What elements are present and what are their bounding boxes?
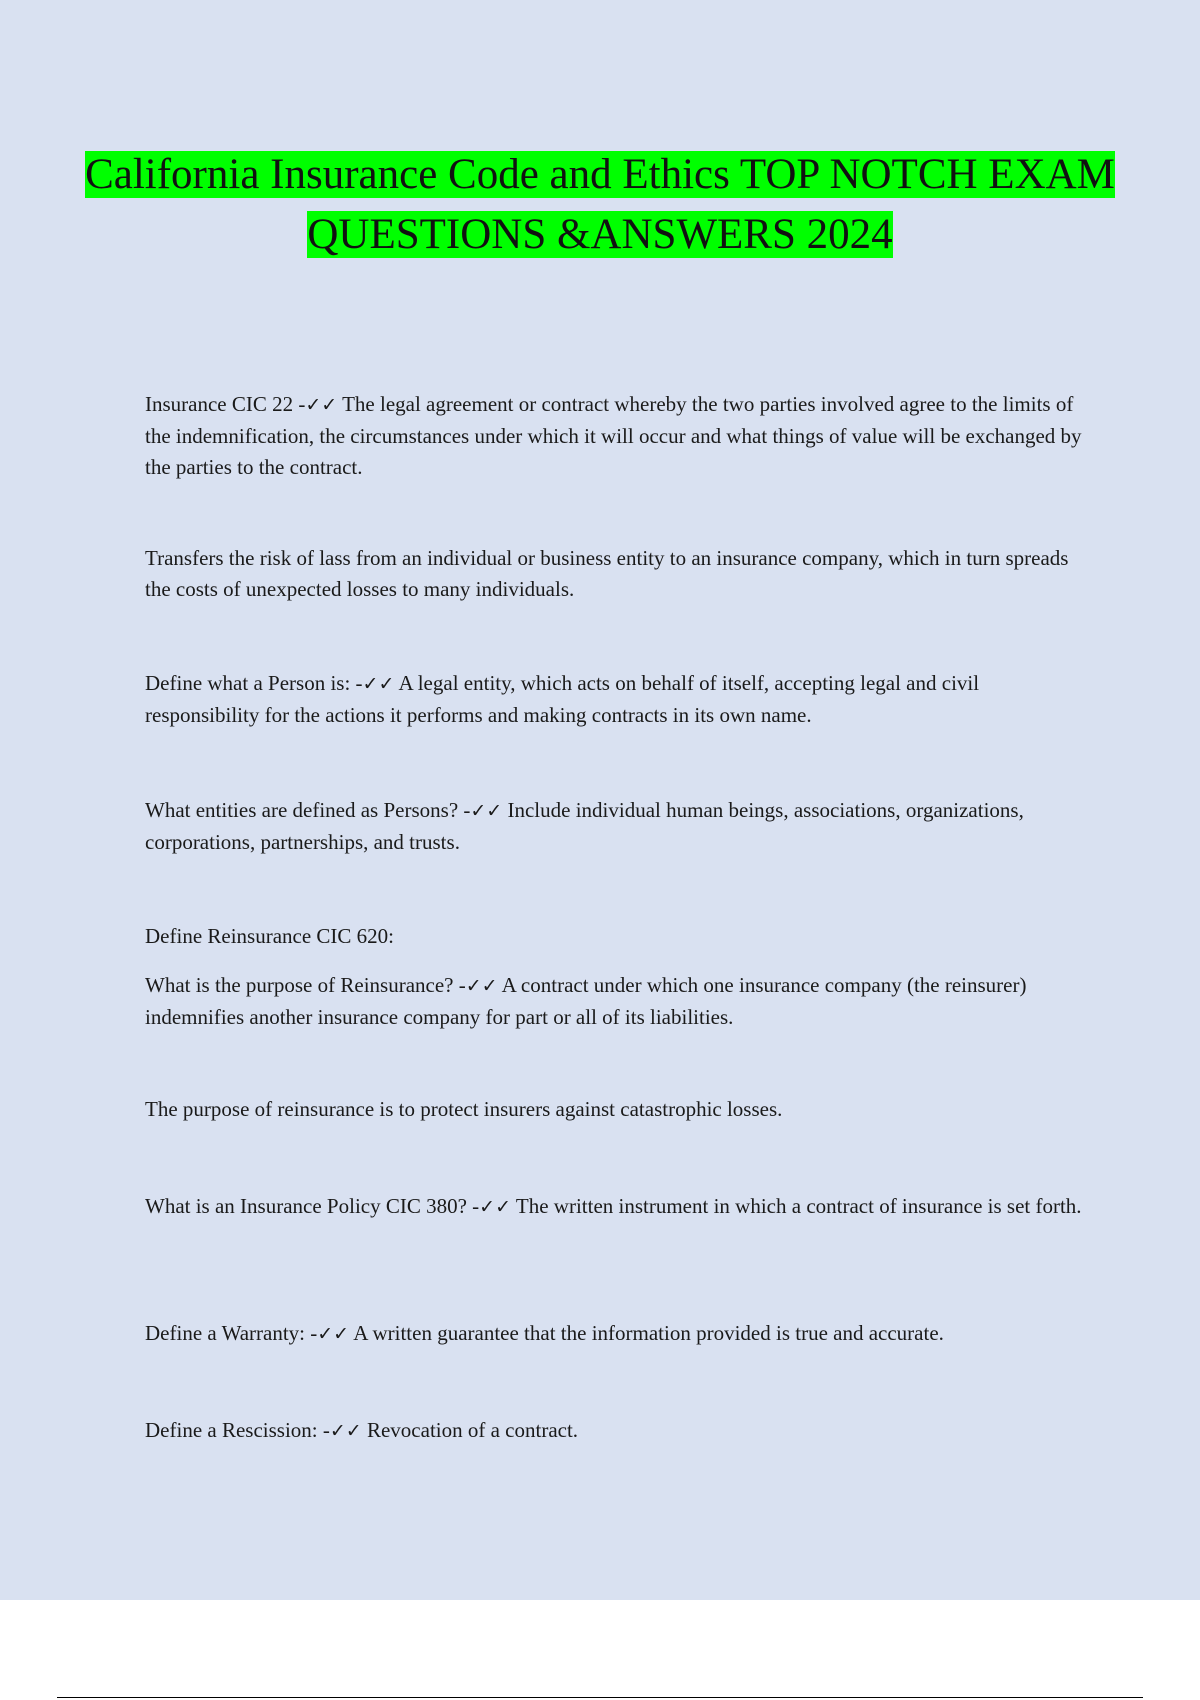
check-icon: ✓✓ <box>305 394 338 416</box>
check-icon: ✓✓ <box>362 673 395 695</box>
question-text: What is an Insurance Policy CIC 380? - <box>145 1194 480 1218</box>
check-icon: ✓✓ <box>329 1420 362 1442</box>
paragraph-reinsurance-heading <box>145 921 1095 952</box>
paragraph-transfers-risk <box>145 543 1095 605</box>
answer-text: Revocation of a contract. <box>361 1418 579 1442</box>
question-text: What is the purpose of Reinsurance? - <box>145 973 466 997</box>
question-text: What entities are defined as Persons? - <box>145 798 471 822</box>
qa-item-persons-entities <box>145 795 1095 858</box>
answer-text: A written guarantee that the information provided is true and accurate. <box>349 1321 944 1345</box>
qa-item-insurance <box>145 389 1095 483</box>
check-icon: ✓✓ <box>479 1196 512 1218</box>
question-text: Define a Warranty: - <box>145 1321 318 1345</box>
answer-text: A legal entity, which acts on behalf of itself, accepting legal and civil responsibility for the actions it performs and making contracts in its own name. <box>145 671 980 727</box>
question-text: Define a Rescission: - <box>145 1418 330 1442</box>
answer-text: The legal agreement or contract whereby the two parties involved agree to the limits of the indemnification, the circumstances under which it will occur and what things of value will be exchanged by the parties to the contract. <box>145 392 1082 479</box>
answer-text: A contract under which one insurance company (the reinsurer) indemnifies another insurance company for part or all of its liabilities. <box>145 973 1027 1029</box>
check-icon: ✓✓ <box>470 800 503 822</box>
paragraph-text: The purpose of reinsurance is to protect insurers against catastrophic losses. <box>145 1097 783 1121</box>
qa-item-rescission <box>145 1415 1095 1447</box>
check-icon: ✓✓ <box>317 1323 350 1345</box>
qa-item-insurance-policy <box>145 1191 1095 1223</box>
title-block <box>0 145 1200 265</box>
qa-item-person <box>145 668 1095 731</box>
answer-text: The written instrument in which a contract of insurance is set forth. <box>511 1194 1082 1218</box>
paragraph-text: Define Reinsurance CIC 620: <box>145 924 395 948</box>
answer-text: Include individual human beings, associations, organizations, corporations, partnerships, and trusts. <box>145 798 1024 854</box>
question-text: Insurance CIC 22 - <box>145 392 306 416</box>
paragraph-reinsurance-purpose <box>145 1094 1095 1125</box>
qa-item-warranty <box>145 1318 1095 1350</box>
paragraph-text: Transfers the risk of lass from an individual or business entity to an insurance company, which in turn spreads the costs of unexpected losses to many individuals. <box>145 546 1069 601</box>
check-icon: ✓✓ <box>465 975 498 997</box>
qa-item-reinsurance <box>145 970 1095 1033</box>
footer-divider <box>57 1697 1143 1698</box>
question-text: Define what a Person is: - <box>145 671 363 695</box>
document-title: California Insurance Code and Ethics TOP NOTCH EXAM QUESTIONS &ANSWERS 2024 <box>85 151 1115 258</box>
